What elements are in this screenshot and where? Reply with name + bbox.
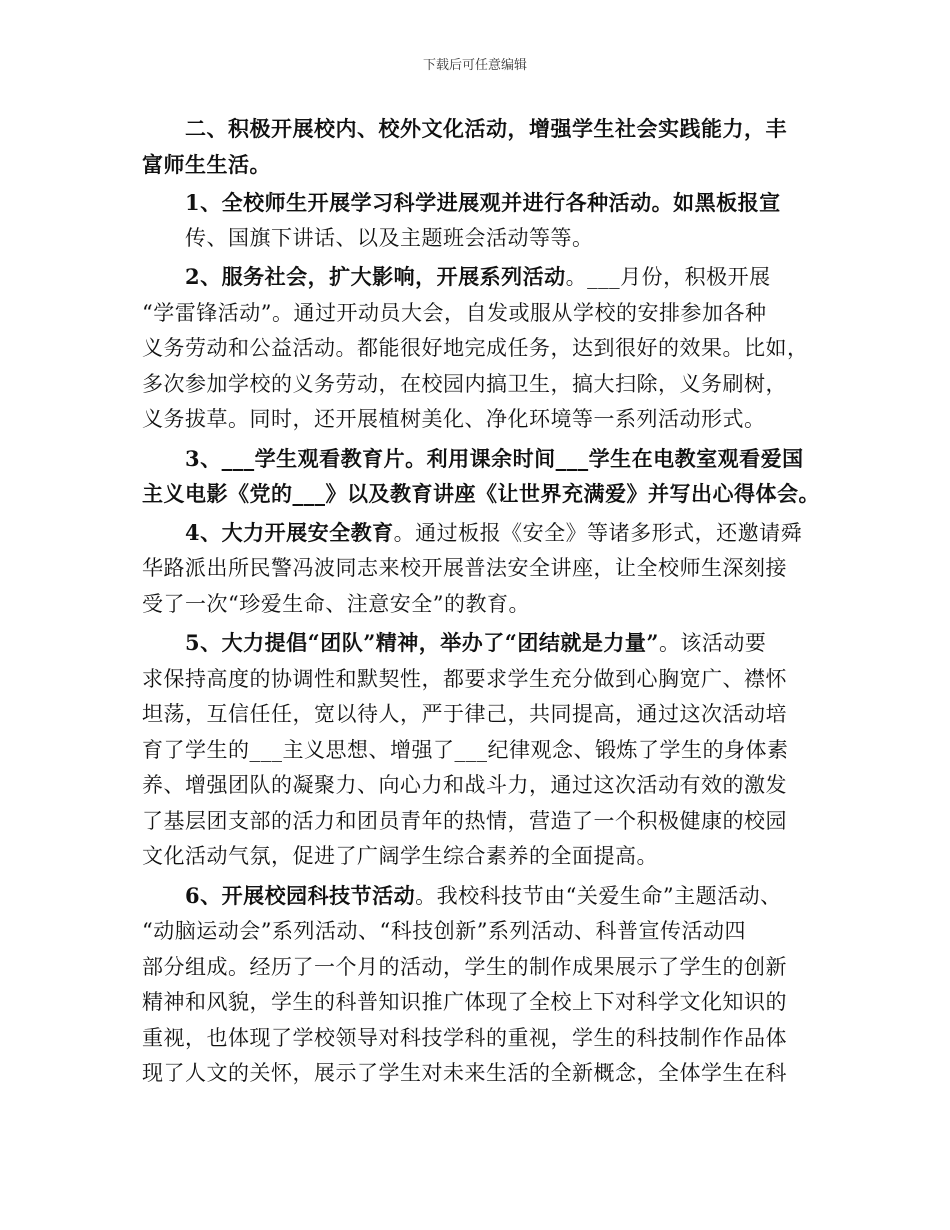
paragraph-line: “学雷锋活动”。通过开动员大会，自发或服从学校的安排参加各种 (142, 300, 767, 325)
paragraph-text: 。该活动要 (658, 631, 767, 655)
paragraph-text: 。我校科技节由“关爱生命”主题活动、 (415, 883, 782, 908)
paragraph-line (142, 259, 812, 296)
paragraph-5 (142, 625, 812, 875)
paragraph-1 (142, 185, 812, 256)
paragraph-line: 主义电影《党的___》以及教育讲座《让世界充满爱》并写出心得体会。 (142, 481, 820, 506)
paragraph-line: 1、全校师生开展学习科学进展观并进行各种活动。如黑板报宣 (142, 190, 781, 215)
paragraph-line: 多次参加学校的义务劳动，在校园内搞卫生，搞大扫除，义务刷树， (142, 371, 787, 396)
paragraph-line: 3、___学生观看教育片。利用课余时间___学生在电教室观看爱国 (142, 445, 804, 471)
paragraph-line: “动脑运动会”系列活动、“科技创新”系列活动、科普宣传活动四 (142, 919, 746, 943)
paragraph-line: 求保持高度的协调性和默契性，都要求学生充分做到心胸宽广、襟怀 (142, 666, 787, 691)
paragraph-lead: 6、开展校园科技节活动 (142, 882, 416, 908)
paragraph-6 (142, 878, 812, 1092)
paragraph-line (142, 625, 812, 662)
paragraph-line: 部分组成。经历了一个月的活动，学生的制作成果展示了学生的创新 (142, 954, 787, 979)
section-heading (142, 111, 812, 182)
paragraph-line: 文化活动气氛，促进了广阔学生综合素养的全面提高。 (142, 844, 658, 868)
paragraph-line (142, 878, 812, 915)
paragraph-line: 义务拔草。同时，还开展植树美化、净化环境等一系列活动形式。 (142, 407, 766, 431)
paragraph-line: 义务劳动和公益活动。都能很好地完成任务，达到很好的效果。比如， (142, 336, 809, 360)
paragraph-line (142, 515, 812, 552)
heading-line: 富师生生活。 (142, 151, 271, 177)
paragraph-line: 了基层团支部的活力和团员青年的热情，营造了一个积极健康的校园 (142, 808, 787, 833)
paragraph-2 (142, 259, 812, 438)
paragraph-lead: 5、大力提倡“团队”精神，举办了“团结就是力量” (142, 630, 659, 655)
paragraph-line: 华路派出所民警冯波同志来校开展普法安全讲座，让全校师生深刻接 (142, 556, 787, 580)
paragraph-3 (142, 441, 820, 512)
paragraph-lead: 4、大力开展安全教育 (142, 519, 394, 545)
paragraph-lead: 2、服务社会，扩大影响，开展系列活动 (142, 264, 566, 289)
heading-line: 二、积极开展校内、校外文化活动，增强学生社会实践能力，丰 (142, 116, 787, 141)
paragraph-line: 现了人文的关怀，展示了学生对未来生活的全新概念，全体学生在科 (142, 1061, 787, 1085)
paragraph-line: 养、增强团队的凝聚力、向心力和战斗力，通过这次活动有效的激发 (142, 773, 787, 797)
paragraph-line: 传、国旗下讲话、以及主题班会活动等等。 (142, 225, 594, 250)
paragraph-line: 受了一次“珍爱生命、注意安全”的教育。 (142, 591, 530, 616)
paragraph-4 (142, 515, 812, 623)
paragraph-text: 。___月份，积极开展 (565, 265, 771, 289)
paragraph-line: 精神和风貌，学生的科普知识推广体现了全校上下对科学文化知识的 (142, 990, 787, 1014)
paragraph-line: 重视，也体现了学校领导对科技学科的重视，学生的科技制作作品体 (142, 1025, 787, 1050)
page-header: 下载后可任意编辑 (422, 58, 527, 73)
paragraph-line: 坦荡，互信任任，宽以待人，严于律己，共同提高，通过这次活动培 (142, 702, 787, 726)
paragraph-text: 。通过板报《安全》等诸多形式，还邀请舜 (393, 520, 803, 545)
paragraph-line: 育了学生的___主义思想、增强了___纪律观念、锻炼了学生的身体素 (142, 737, 789, 762)
document-body (142, 111, 820, 1092)
